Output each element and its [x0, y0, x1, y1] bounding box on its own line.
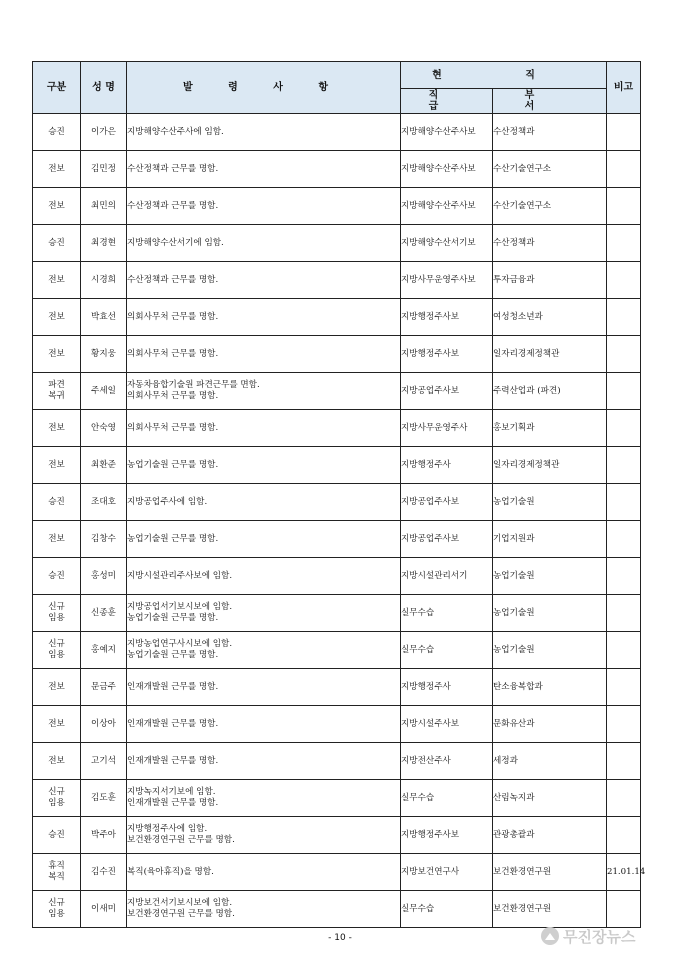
watermark-text: 무진장뉴스: [563, 927, 636, 946]
table-row: [33, 780, 641, 817]
dept-cell: 주력산업과 (파견): [493, 373, 607, 410]
type-line: 임용: [48, 909, 65, 919]
order-line: 보건환경연구원 근무를 명함.: [127, 835, 235, 845]
type-line: 임용: [48, 613, 65, 623]
name-cell: 김민정: [81, 151, 127, 188]
dept-cell: 보건환경연구원: [493, 891, 607, 928]
order-cell: [127, 780, 401, 817]
grade-cell: 지방행정주사보: [401, 817, 493, 854]
order-line: 수산정책과 근무를 명함.: [127, 200, 219, 211]
order-cell: [127, 299, 401, 336]
type-line: 전보: [48, 459, 65, 470]
order-line: 의회사무처 근무를 명함.: [127, 348, 219, 359]
header-order: 발 령 사 항: [127, 62, 401, 114]
order-cell: [127, 225, 401, 262]
type-line: 전보: [48, 718, 65, 729]
name-cell: 최환준: [81, 447, 127, 484]
grade-cell: 지방행정주사: [401, 447, 493, 484]
dept-cell: 수산기술연구소: [493, 151, 607, 188]
note-cell: [607, 188, 641, 225]
note-cell: [607, 521, 641, 558]
table-row: [33, 595, 641, 632]
grade-cell: 지방해양수산주사보: [401, 114, 493, 151]
type-line: 임용: [48, 798, 65, 808]
order-cell: [127, 669, 401, 706]
order-line: 지방해양수산주사에 임함.: [127, 126, 224, 137]
name-cell: 시경희: [81, 262, 127, 299]
type-line: 신규: [48, 787, 65, 797]
header-row-top: [33, 62, 641, 89]
note-cell: [607, 891, 641, 928]
table-row: [33, 632, 641, 669]
type-line: 신규: [48, 898, 65, 908]
name-cell: 고기석: [81, 743, 127, 780]
grade-cell: 지방공업주사보: [401, 373, 493, 410]
note-cell: [607, 595, 641, 632]
dept-cell: 투자금융과: [493, 262, 607, 299]
order-cell: [127, 558, 401, 595]
name-cell: 문금주: [81, 669, 127, 706]
dept-cell: 산림녹지과: [493, 780, 607, 817]
table-row: [33, 262, 641, 299]
type-cell: [33, 854, 81, 891]
type-cell: [33, 262, 81, 299]
grade-cell: 지방보건연구사: [401, 854, 493, 891]
type-line: 승진: [48, 829, 65, 840]
order-line: 수산정책과 근무를 명함.: [127, 274, 219, 285]
name-cell: 최경현: [81, 225, 127, 262]
name-cell: 홍예지: [81, 632, 127, 669]
header-current-position: 현 직: [401, 62, 607, 89]
order-cell: [127, 706, 401, 743]
type-line: 전보: [48, 163, 65, 174]
note-cell: [607, 336, 641, 373]
type-line: 승진: [48, 496, 65, 507]
order-cell: [127, 595, 401, 632]
table-row: [33, 336, 641, 373]
grade-cell: 지방행정주사보: [401, 299, 493, 336]
order-line: 농업기술원 근무를 명함.: [127, 533, 219, 544]
name-cell: 홍성미: [81, 558, 127, 595]
type-cell: [33, 336, 81, 373]
header-grade: 직 급: [401, 89, 493, 114]
name-cell: 김도훈: [81, 780, 127, 817]
type-cell: [33, 447, 81, 484]
order-cell: [127, 484, 401, 521]
order-cell: [127, 521, 401, 558]
dept-cell: 일자리경제정책관: [493, 336, 607, 373]
dept-cell: 농업기술원: [493, 484, 607, 521]
note-cell: [607, 114, 641, 151]
dept-cell: 농업기술원: [493, 595, 607, 632]
order-cell: [127, 114, 401, 151]
name-cell: 최민의: [81, 188, 127, 225]
grade-cell: 지방해양수산서기보: [401, 225, 493, 262]
table-row: [33, 447, 641, 484]
name-cell: 신종훈: [81, 595, 127, 632]
table-row: [33, 410, 641, 447]
dept-cell: 수산정책과: [493, 114, 607, 151]
table-row: [33, 521, 641, 558]
type-line: 복직: [48, 872, 65, 882]
note-cell: [607, 780, 641, 817]
order-cell: [127, 151, 401, 188]
order-line: 자동차융합기술원 파견근무를 면함.: [127, 380, 260, 390]
order-cell: [127, 262, 401, 299]
order-line: 지방공업서기보시보에 임함.: [127, 602, 233, 612]
order-cell: [127, 373, 401, 410]
grade-cell: 지방해양수산주사보: [401, 151, 493, 188]
order-line: 농업기술원 근무를 명함.: [127, 613, 219, 623]
note-cell: 21.01.14: [607, 854, 641, 891]
page-number: - 10 -: [328, 933, 352, 943]
name-cell: 이가은: [81, 114, 127, 151]
order-line: 의회사무처 근무를 명함.: [127, 311, 219, 322]
name-cell: 조대호: [81, 484, 127, 521]
grade-cell: 실무수습: [401, 595, 493, 632]
dept-cell: 여성청소년과: [493, 299, 607, 336]
order-line: 인재개발원 근무를 명함.: [127, 755, 219, 766]
type-cell: [33, 299, 81, 336]
note-cell: [607, 151, 641, 188]
dept-cell: 문화유산과: [493, 706, 607, 743]
dept-cell: 수산기술연구소: [493, 188, 607, 225]
watermark: [541, 924, 667, 948]
name-cell: 김창수: [81, 521, 127, 558]
order-line: 인재개발원 근무를 명함.: [127, 681, 219, 692]
order-cell: [127, 188, 401, 225]
table-row: [33, 743, 641, 780]
table-row: [33, 669, 641, 706]
type-line: 신규: [48, 602, 65, 612]
header-note: 비고: [607, 62, 641, 114]
order-line: 보건환경연구원 근무를 명함.: [127, 909, 235, 919]
grade-cell: 지방공업주사보: [401, 521, 493, 558]
type-cell: [33, 225, 81, 262]
type-line: 신규: [48, 639, 65, 649]
order-line: 인재개발원 근무를 명함.: [127, 718, 219, 729]
type-line: 임용: [48, 650, 65, 660]
order-cell: [127, 854, 401, 891]
type-cell: [33, 743, 81, 780]
dept-cell: 수산정책과: [493, 225, 607, 262]
note-cell: [607, 743, 641, 780]
type-line: 전보: [48, 755, 65, 766]
grade-cell: 지방전산주사: [401, 743, 493, 780]
order-line: 농업기술원 근무를 명함.: [127, 459, 219, 470]
type-cell: [33, 521, 81, 558]
table-row: [33, 114, 641, 151]
grade-cell: 지방행정주사: [401, 669, 493, 706]
order-cell: [127, 447, 401, 484]
table-row: [33, 299, 641, 336]
order-line: 지방행정주사에 임함.: [127, 824, 208, 834]
type-cell: [33, 780, 81, 817]
note-cell: [607, 299, 641, 336]
order-cell: [127, 336, 401, 373]
name-cell: 황지웅: [81, 336, 127, 373]
dept-cell: 세정과: [493, 743, 607, 780]
type-line: 전보: [48, 422, 65, 433]
type-cell: [33, 891, 81, 928]
order-line: 지방시설관리주사보에 임함.: [127, 570, 233, 581]
dept-cell: 보건환경연구원: [493, 854, 607, 891]
dept-cell: 농업기술원: [493, 632, 607, 669]
dept-cell: 기업지원과: [493, 521, 607, 558]
note-cell: [607, 225, 641, 262]
type-line: 전보: [48, 311, 65, 322]
order-line: 인재개발원 근무를 명함.: [127, 798, 219, 808]
order-cell: [127, 743, 401, 780]
header-type: 구분: [33, 62, 81, 114]
watermark-logo-icon: [541, 927, 559, 945]
note-cell: [607, 447, 641, 484]
order-line: 수산정책과 근무를 명함.: [127, 163, 219, 174]
order-line: 의회사무처 근무를 명함.: [127, 391, 219, 401]
name-cell: 이새미: [81, 891, 127, 928]
type-cell: [33, 484, 81, 521]
dept-cell: 관광총괄과: [493, 817, 607, 854]
name-cell: 김수진: [81, 854, 127, 891]
type-cell: [33, 114, 81, 151]
grade-cell: 지방사무운영주사보: [401, 262, 493, 299]
appointment-table: [32, 61, 646, 928]
type-cell: [33, 558, 81, 595]
order-line: 지방녹지서기보에 임함.: [127, 787, 216, 797]
name-cell: 박효선: [81, 299, 127, 336]
table-row: [33, 373, 641, 410]
table-row: [33, 817, 641, 854]
type-line: 전보: [48, 681, 65, 692]
order-line: 지방해양수산서기에 임함.: [127, 237, 224, 248]
note-cell: [607, 410, 641, 447]
note-cell: [607, 262, 641, 299]
header-dept: 부 서: [493, 89, 607, 114]
dept-cell: 일자리경제정책관: [493, 447, 607, 484]
type-line: 승진: [48, 126, 65, 137]
dept-cell: 탄소융복합과: [493, 669, 607, 706]
type-line: 전보: [48, 533, 65, 544]
type-line: 승진: [48, 237, 65, 248]
order-line: 복직(육아휴직)을 명함.: [127, 866, 214, 877]
type-cell: [33, 373, 81, 410]
grade-cell: 실무수습: [401, 891, 493, 928]
note-cell: [607, 669, 641, 706]
grade-cell: 지방사무운영주사: [401, 410, 493, 447]
header-name: 성 명: [81, 62, 127, 114]
type-cell: [33, 595, 81, 632]
type-line: 전보: [48, 200, 65, 211]
type-cell: [33, 706, 81, 743]
grade-cell: 지방공업주사보: [401, 484, 493, 521]
type-line: 전보: [48, 274, 65, 285]
note-cell: [607, 484, 641, 521]
name-cell: 이상아: [81, 706, 127, 743]
name-cell: 안숙영: [81, 410, 127, 447]
order-line: 지방공업주사에 임함.: [127, 496, 208, 507]
type-line: 휴직: [48, 861, 65, 871]
note-cell: [607, 558, 641, 595]
table-row: [33, 151, 641, 188]
type-cell: [33, 817, 81, 854]
table-row: [33, 225, 641, 262]
dept-cell: 홍보기획과: [493, 410, 607, 447]
table-row: [33, 891, 641, 928]
grade-cell: 지방시설관리서기: [401, 558, 493, 595]
grade-cell: 지방해양수산주사보: [401, 188, 493, 225]
name-cell: 박주아: [81, 817, 127, 854]
table-row: [33, 706, 641, 743]
type-cell: [33, 151, 81, 188]
order-cell: [127, 632, 401, 669]
type-line: 전보: [48, 348, 65, 359]
type-cell: [33, 410, 81, 447]
type-cell: [33, 188, 81, 225]
grade-cell: 지방시설주사보: [401, 706, 493, 743]
note-cell: [607, 706, 641, 743]
table-row: [33, 854, 641, 891]
order-line: 지방보건서기보시보에 임함.: [127, 898, 233, 908]
note-cell: [607, 373, 641, 410]
dept-cell: 농업기술원: [493, 558, 607, 595]
order-cell: [127, 410, 401, 447]
order-cell: [127, 817, 401, 854]
note-cell: [607, 817, 641, 854]
table-row: [33, 188, 641, 225]
order-line: 농업기술원 근무를 명함.: [127, 650, 219, 660]
grade-cell: 실무수습: [401, 632, 493, 669]
table-row: [33, 484, 641, 521]
type-line: 파견: [48, 380, 65, 390]
grade-cell: 실무수습: [401, 780, 493, 817]
name-cell: 주세일: [81, 373, 127, 410]
table-row: [33, 558, 641, 595]
type-cell: [33, 669, 81, 706]
type-line: 복귀: [48, 391, 65, 401]
order-line: 지방농업연구사시보에 임함.: [127, 639, 233, 649]
order-line: 의회사무처 근무를 명함.: [127, 422, 219, 433]
note-cell: [607, 632, 641, 669]
grade-cell: 지방행정주사보: [401, 336, 493, 373]
type-cell: [33, 632, 81, 669]
type-line: 승진: [48, 570, 65, 581]
order-cell: [127, 891, 401, 928]
